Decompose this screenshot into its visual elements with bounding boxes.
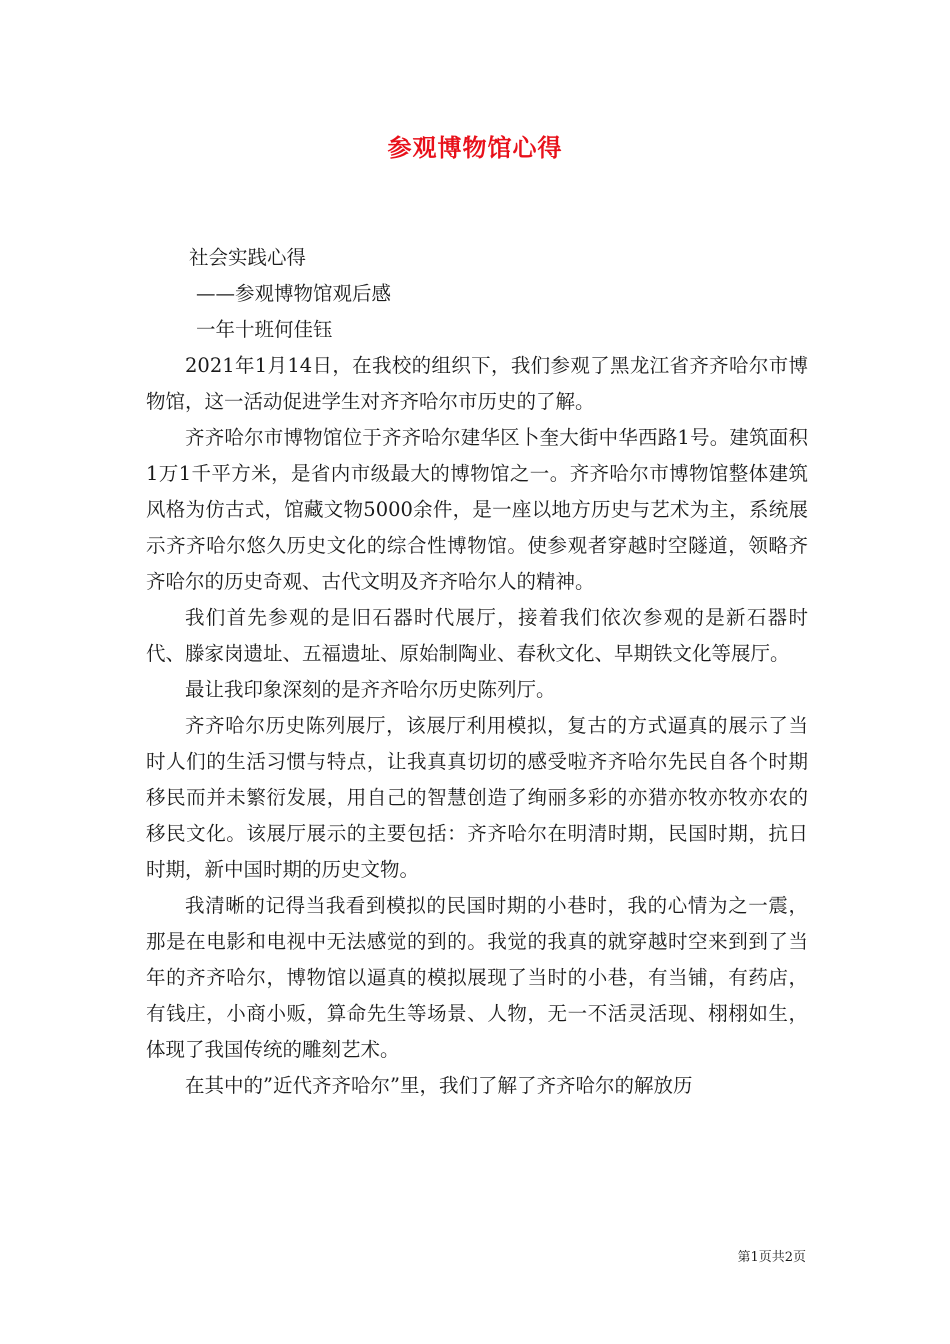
paragraph: 最让我印象深刻的是齐齐哈尔历史陈列厅。 bbox=[185, 678, 556, 701]
subheading-line: ——参观博物馆观后感 bbox=[196, 282, 392, 305]
paragraph: 我们首先参观的是旧石器时代展厅，接着我们依次参观的是新石器时代、滕家岗遗址、五福遗址、原始制陶业、春秋文化、早期铁文化等展厅。 bbox=[146, 606, 808, 665]
paragraph: 齐齐哈尔市博物馆位于齐齐哈尔建华区卜奎大街中华西路1号。建筑面积1万1千平方米，是省内市级最大的博物馆之一。齐齐哈尔市博物馆整体建筑风格为仿古式，馆藏文物5000余件，是一座以地方历史与艺术为主，系统展示齐齐哈尔悠久历史文化的综合性博物馆。使参观者穿越时空隧道，领略齐齐哈尔的历史奇观、古代文明及齐齐哈尔人的精神。 bbox=[146, 426, 808, 593]
paragraph: 2021年1月14日，在我校的组织下，我们参观了黑龙江省齐齐哈尔市博物馆，这一活动促进学生对齐齐哈尔市历史的了解。 bbox=[146, 354, 808, 413]
paragraph: 在其中的”近代齐齐哈尔”里，我们了解了齐齐哈尔的解放历 bbox=[185, 1074, 693, 1097]
document-body bbox=[146, 240, 808, 1104]
paragraph: 齐齐哈尔历史陈列展厅，该展厅利用模拟，复古的方式逼真的展示了当时人们的生活习惯与特点，让我真真切切的感受啦齐齐哈尔先民自各个时期移民而并未繁衍发展，用自己的智慧创造了绚丽多彩的亦猎亦牧亦牧亦农的移民文化。该展厅展示的主要包括：齐齐哈尔在明清时期，民国时期，抗日时期，新中国时期的历史文物。 bbox=[146, 714, 808, 881]
subtitle-line: 社会实践心得 bbox=[189, 246, 307, 269]
page-number: 第1页共2页 bbox=[737, 1250, 806, 1265]
document-title: 参观博物馆心得 bbox=[387, 133, 563, 162]
author-line: 一年十班何佳钰 bbox=[196, 318, 333, 341]
paragraph: 我清晰的记得当我看到模拟的民国时期的小巷时，我的心情为之一震，那是在电影和电视中无法感觉的到的。我觉的我真的就穿越时空来到到了当年的齐齐哈尔，博物馆以逼真的模拟展现了当时的小巷，有当铺，有药店，有钱庄，小商小贩，算命先生等场景、人物，无一不活灵活现、栩栩如生，体现了我国传统的雕刻艺术。 bbox=[146, 894, 808, 1061]
